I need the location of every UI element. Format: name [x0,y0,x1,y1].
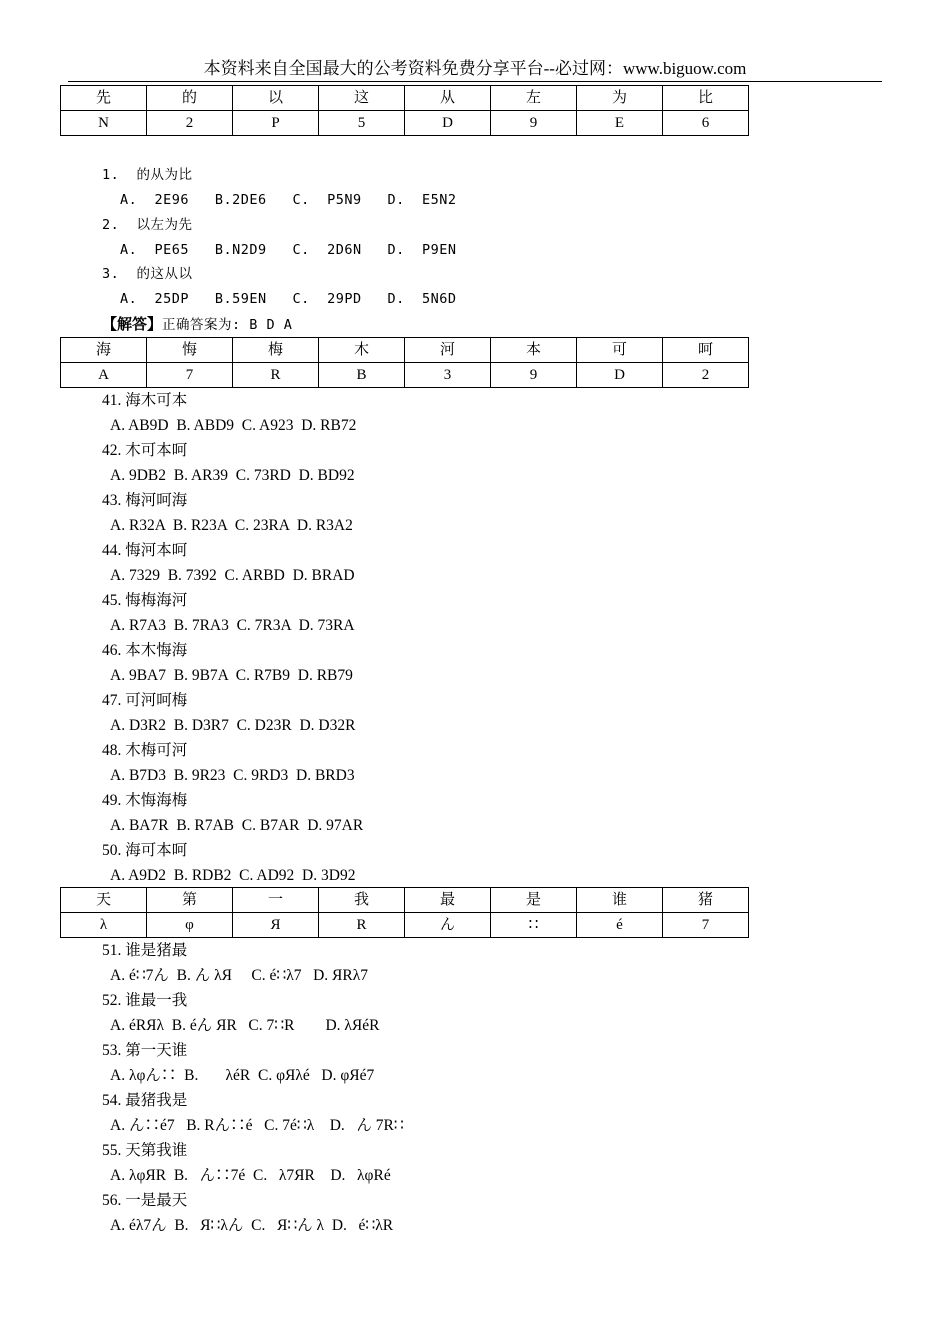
options: A. éRЯλ B. éん ЯR C. 7∷R D. λЯéR [110,1017,380,1034]
table-cell: 以 [233,86,319,111]
table-cell: 最 [405,888,491,913]
table-row-chars [61,338,749,363]
table-cell: 左 [491,86,577,111]
question: 54. 最猪我是 [102,1092,188,1109]
table-cell: R [319,913,405,938]
question: 42. 木可本呵 [102,442,188,459]
question: 3. 的这从以 [102,266,193,282]
table-cell: D [577,363,663,388]
options: A. B7D3 B. 9R23 C. 9RD3 D. BRD3 [110,767,355,784]
table-cell: A [61,363,147,388]
options: A. λφん∷ B. λéR C. φЯλé D. φЯé7 [110,1067,375,1084]
table-cell: 悔 [147,338,233,363]
table-cell: 梅 [233,338,319,363]
answer-line [102,314,292,335]
question: 46. 本木悔海 [102,642,188,659]
table-cell: B [319,363,405,388]
options: A. 2E96 B.2DE6 C. P5N9 D. E5N2 [120,192,457,208]
table-cell: φ [147,913,233,938]
question: 53. 第一天谁 [102,1042,188,1059]
table-cell: 谁 [577,888,663,913]
table-cell: 猪 [663,888,749,913]
table-cell: N [61,111,147,136]
options: A. 25DP B.59EN C. 29PD D. 5N6D [120,291,457,307]
options: A. ん∷é7 B. Rん∷é C. 7é∷λ D. ん 7R∷ [110,1117,404,1134]
answer-text: 正确答案为: B D A [162,317,293,333]
question: 43. 梅河呵海 [102,492,188,509]
table-cell: 海 [61,338,147,363]
table-cell: 天 [61,888,147,913]
table-cell: 9 [491,111,577,136]
table-cell: 先 [61,86,147,111]
question: 56. 一是最天 [102,1192,188,1209]
header-rule [68,81,882,82]
table-row-chars [61,86,749,111]
question: 49. 木悔海梅 [102,792,188,809]
table-cell: 为 [577,86,663,111]
table-cell: 这 [319,86,405,111]
options: A. PE65 B.N2D9 C. 2D6N D. P9EN [120,242,457,258]
page-header: 本资料来自全国最大的公考资料免费分享平台--必过网：www.biguow.com [203,59,747,78]
code-table-1 [60,85,749,136]
table-cell: 从 [405,86,491,111]
options: A. 9BA7 B. 9B7A C. R7B9 D. RB79 [110,667,353,684]
table-cell: 一 [233,888,319,913]
table-cell: 9 [491,363,577,388]
table-cell: 本 [491,338,577,363]
question: 44. 悔河本呵 [102,542,188,559]
options: A. D3R2 B. D3R7 C. D23R D. D32R [110,717,356,734]
table-cell: E [577,111,663,136]
question: 50. 海可本呵 [102,842,188,859]
table-row-codes [61,363,749,388]
options: A. AB9D B. ABD9 C. A923 D. RB72 [110,417,357,434]
question: 47. 可河呵梅 [102,692,188,709]
table-cell: 6 [663,111,749,136]
options: A. 9DB2 B. AR39 C. 73RD D. BD92 [110,467,355,484]
table-cell: 5 [319,111,405,136]
table-cell: 2 [663,363,749,388]
question: 1. 的从为比 [102,167,193,183]
table-cell: 3 [405,363,491,388]
table-cell: 的 [147,86,233,111]
options: A. 7329 B. 7392 C. ARBD D. BRAD [110,567,355,584]
options: A. λφЯR B. ん∷7é C. λ7ЯR D. λφRé [110,1167,391,1184]
table-cell: P [233,111,319,136]
table-row-codes [61,111,749,136]
table-cell: 木 [319,338,405,363]
code-table-3 [60,887,749,938]
options: A. R32A B. R23A C. 23RA D. R3A2 [110,517,353,534]
table-cell: 7 [663,913,749,938]
question: 2. 以左为先 [102,217,193,233]
question: 51. 谁是猪最 [102,942,188,959]
table-cell: 是 [491,888,577,913]
options: A. é∷7ん B. ん λЯ C. é∷λ7 D. ЯRλ7 [110,967,368,984]
question: 45. 悔梅海河 [102,592,188,609]
table-row-chars [61,888,749,913]
table-cell: 可 [577,338,663,363]
options: A. R7A3 B. 7RA3 C. 7R3A D. 73RA [110,617,355,634]
table-cell: 7 [147,363,233,388]
question: 55. 天第我谁 [102,1142,188,1159]
question: 48. 木梅可河 [102,742,188,759]
table-row-codes [61,913,749,938]
table-cell: 比 [663,86,749,111]
table-cell: 第 [147,888,233,913]
table-cell: 河 [405,338,491,363]
table-cell: é [577,913,663,938]
question: 52. 谁最一我 [102,992,188,1009]
table-cell: 2 [147,111,233,136]
table-cell: R [233,363,319,388]
table-cell: 我 [319,888,405,913]
table-cell: ん [405,913,491,938]
code-table-2 [60,337,749,388]
table-cell: ∷ [491,913,577,938]
table-cell: D [405,111,491,136]
options: A. éλ7ん B. Я∷λん C. Я∷ん λ D. é∷λR [110,1217,394,1234]
table-cell: 呵 [663,338,749,363]
answer-label: 【解答】 [102,315,163,333]
table-cell: λ [61,913,147,938]
question: 41. 海木可本 [102,392,188,409]
table-cell: Я [233,913,319,938]
options: A. A9D2 B. RDB2 C. AD92 D. 3D92 [110,867,356,884]
options: A. BA7R B. R7AB C. B7AR D. 97AR [110,817,364,834]
